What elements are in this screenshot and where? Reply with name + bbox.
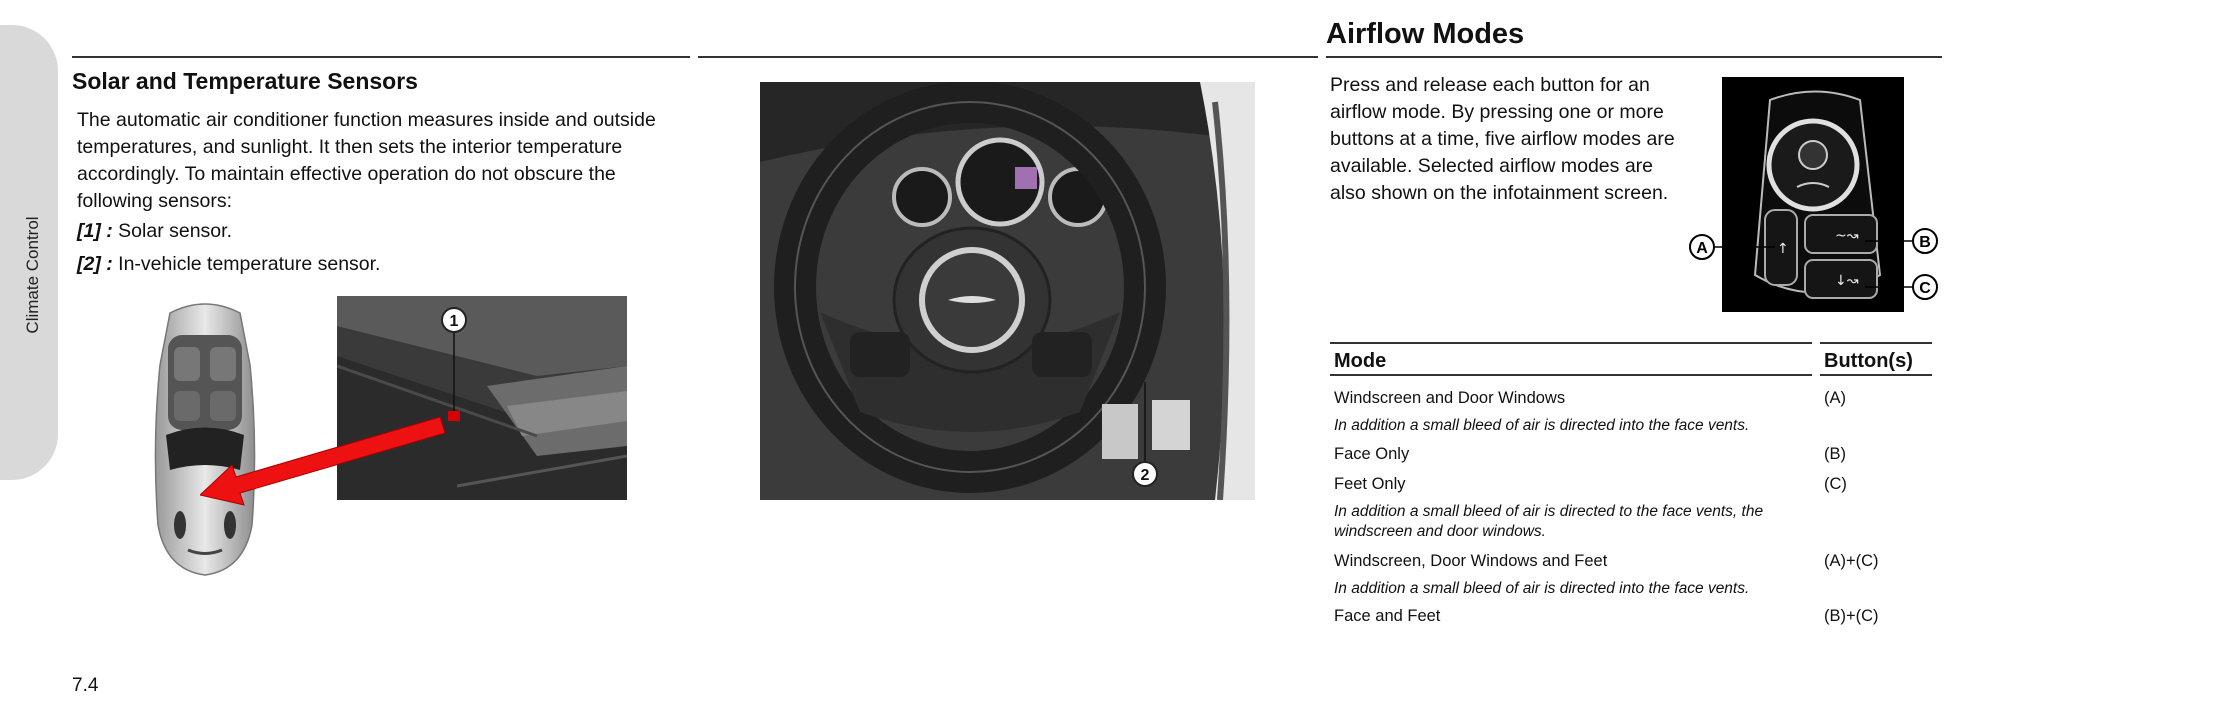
table-header-buttons [1820,342,1932,376]
rule-right-column [1326,56,1942,58]
location-arrow [200,405,445,510]
rule-left-column [72,56,690,58]
callout-1-label: 1 [449,313,459,330]
sensor-item-key: [2] : [77,253,113,275]
callout-a-label: A [1696,240,1708,257]
sensor-item-key: [1] : [77,220,113,242]
airflow-section-title: Airflow Modes [1326,18,1525,50]
mode-buttons: (A)+(C) [1824,552,1879,570]
mode-name: Windscreen and Door Windows [1334,389,1566,407]
mode-note: In addition a small bleed of air is directed into the face vents. [1334,417,1750,434]
sensor-item-text: Solar sensor. [118,220,232,242]
mode-name: Face and Feet [1334,607,1441,625]
mode-name: Windscreen, Door Windows and Feet [1334,552,1608,570]
mode-name: Face Only [1334,445,1410,463]
svg-text:~↝: ~↝ [1835,228,1859,244]
svg-text:↑: ↑ [1777,241,1789,257]
mode-note: In addition a small bleed of air is directed into the face vents. [1334,580,1750,597]
airflow-buttons-illustration [1685,75,1945,320]
table-header-label: Mode [1334,350,1387,372]
sensors-section-title: Solar and Temperature Sensors [72,68,418,94]
mode-buttons: (B)+(C) [1824,607,1879,625]
mode-buttons: (B) [1824,445,1846,463]
mode-note: In addition a small bleed of air is directed to the face vents, the windscreen and door windows. [1334,503,1764,540]
chapter-label: Climate Control [23,216,42,334]
rule-middle-column [698,56,1318,58]
chapter-side-tab [0,25,58,480]
sensor-item-text: In-vehicle temperature sensor. [118,253,381,275]
mode-buttons: (C) [1824,475,1847,493]
svg-text:↓↝: ↓↝ [1835,273,1859,289]
callout-b-label: B [1919,234,1931,251]
sensor-item-solar [77,220,232,243]
mode-buttons: (A) [1824,389,1846,407]
sensors-paragraph: The automatic air conditioner function measures inside and outside temperatures, and sunlight. It then sets the interior temperature accordingly. To maintain effective operation do not obscure the following sensors: [77,109,656,212]
sensor-item-in-vehicle [77,253,380,276]
page-number: 7.4 [72,675,99,696]
callout-c-label: C [1919,280,1931,297]
callout-2-label: 2 [1140,467,1150,484]
table-header-label: Button(s) [1824,350,1913,372]
mode-name: Feet Only [1334,475,1406,493]
table-header-mode [1330,342,1812,376]
steering-wheel-photo [760,82,1255,500]
airflow-paragraph: Press and release each button for an airflow mode. By pressing one or more buttons at a time, five airflow modes are available. Selected airflow modes are also shown on the infotainment screen. [1330,74,1675,204]
